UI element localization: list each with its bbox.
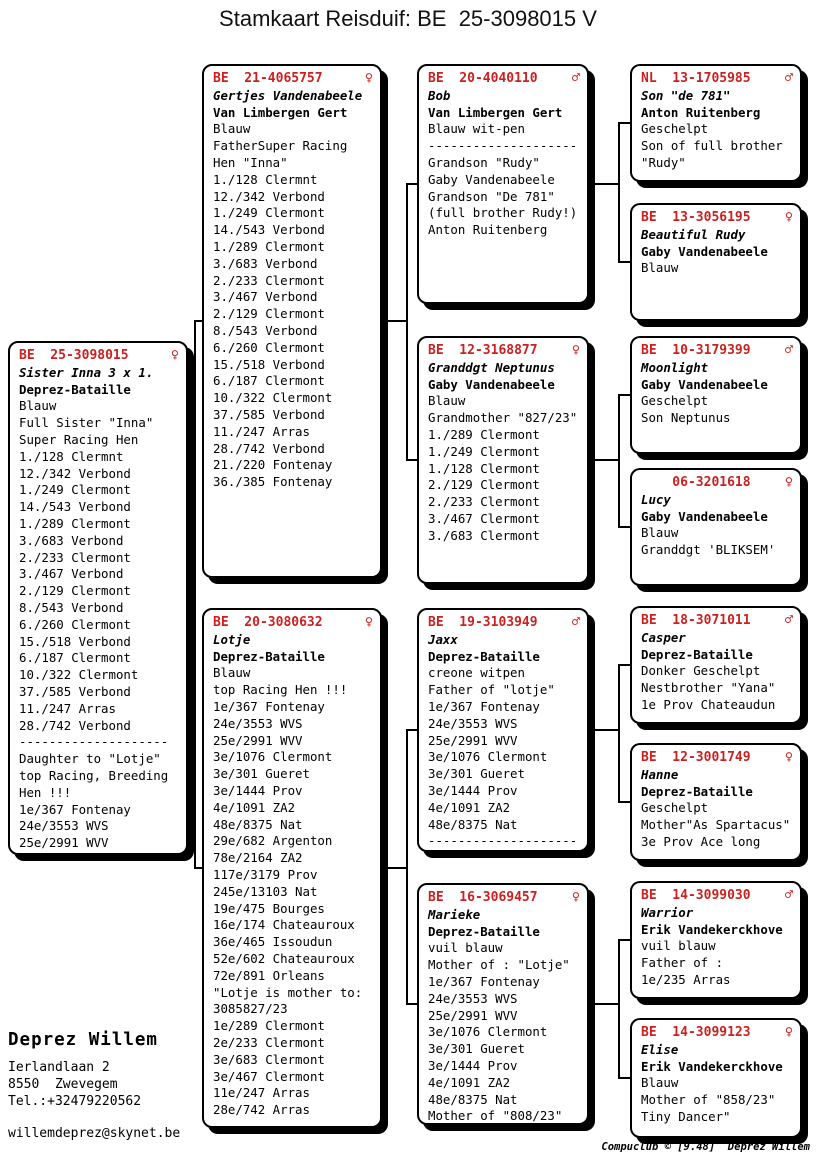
detail-line: Blauw (213, 665, 251, 681)
connector-line (196, 320, 202, 322)
detail-line: Grandmother "827/23" (428, 410, 578, 426)
connector-line (194, 320, 196, 869)
bird-details (641, 800, 794, 850)
detail-line: 1./289 Clermont (19, 515, 131, 531)
male-icon: ♂ (571, 614, 580, 630)
detail-line: 8./543 Verbond (213, 322, 318, 338)
detail-line: 10./322 Clermont (213, 390, 333, 406)
owner-name: Deprez Willem (8, 1030, 158, 1050)
detail-line: Blauw (641, 260, 679, 276)
detail-line: 3e/301 Gueret (428, 1041, 525, 1057)
detail-line: 28./742 Verbond (213, 440, 325, 456)
detail-line: 14./543 Verbond (213, 222, 325, 238)
detail-line: 8./543 Verbond (19, 599, 124, 615)
owner-address-line1: Ierlandlaan 2 (8, 1060, 110, 1075)
detail-line: Geschelpt (641, 800, 709, 816)
detail-line: 36./385 Fontenay (213, 474, 333, 490)
bird-name: Hanne (641, 766, 679, 782)
bird-name: Warrior (641, 904, 694, 920)
pedigree-box-grandparent-4 (417, 883, 589, 1125)
female-icon: ♀ (784, 749, 793, 765)
male-icon: ♂ (571, 70, 580, 86)
bird-details (428, 665, 581, 850)
connector-line (618, 122, 630, 124)
male-icon: ♂ (784, 342, 793, 358)
female-icon: ♀ (784, 1024, 793, 1040)
connector-line (618, 122, 620, 263)
connector-line (618, 261, 630, 263)
breeder-name: Erik Vandekerckhove (641, 1058, 783, 1074)
detail-line: top Racing, Breeding (19, 767, 169, 783)
detail-line: 1./289 Clermont (428, 426, 540, 442)
pedigree-box-grandparent-3 (417, 608, 589, 852)
detail-line: 1./128 Clermnt (19, 448, 124, 464)
detail-line: 4e/1091 ZA2 (428, 1074, 511, 1090)
connector-line (589, 729, 620, 731)
detail-line: 2./129 Clermont (213, 306, 325, 322)
detail-line: 10./322 Clermont (19, 667, 139, 683)
ring-number: BE 20-4040110 (428, 71, 538, 86)
detail-line: FatherSuper Racing (213, 138, 348, 154)
detail-line: Donker Geschelpt (641, 663, 761, 679)
detail-line: 19e/475 Bourges (213, 900, 325, 916)
pedigree-box-greatgrandparent-7 (630, 881, 802, 999)
connector-line (589, 1003, 620, 1005)
detail-line: 3085827/23 (213, 1001, 288, 1017)
bird-details (428, 393, 581, 544)
detail-line: 52e/602 Chateauroux (213, 950, 355, 966)
bird-name: Lotje (213, 631, 251, 647)
bird-details (641, 1075, 794, 1125)
ring-number: NL 13-1705985 (641, 71, 751, 86)
detail-line: 25e/2991 WVV (428, 732, 518, 748)
detail-line: -------------------- (428, 138, 578, 154)
bird-name: Son "de 781" (641, 87, 731, 103)
bird-name: Bob (428, 87, 451, 103)
detail-line: Super Racing Hen (19, 431, 139, 447)
detail-line: 1e/367 Fontenay (213, 698, 325, 714)
breeder-name: Deprez-Bataille (428, 648, 540, 664)
detail-line: 3./467 Verbond (213, 289, 318, 305)
detail-line: 1e/367 Fontenay (428, 698, 540, 714)
detail-line: 1e/235 Arras (641, 971, 731, 987)
pedigree-box-greatgrandparent-3 (630, 336, 802, 454)
detail-line: 3./683 Clermont (428, 527, 540, 543)
connector-line (618, 394, 630, 396)
bird-details (641, 260, 794, 277)
detail-line: Hen !!! (19, 784, 72, 800)
detail-line: Nestbrother "Yana" (641, 680, 776, 696)
pedigree-box-greatgrandparent-4 (630, 468, 802, 586)
connector-line (382, 320, 408, 322)
detail-line: 12./342 Verbond (213, 188, 325, 204)
detail-line: 3./683 Verbond (213, 255, 318, 271)
bird-name: Moonlight (641, 359, 709, 375)
detail-line: 2./129 Clermont (19, 583, 131, 599)
detail-line: 24e/3553 WVS (213, 715, 303, 731)
bird-details (213, 121, 374, 491)
bird-name: Granddgt Neptunus (428, 359, 555, 375)
bird-name: Jaxx (428, 631, 458, 647)
ring-number: BE 16-3069457 (428, 890, 538, 905)
detail-line: 48e/8375 Nat (428, 1091, 518, 1107)
pedigree-box-greatgrandparent-5 (630, 606, 802, 724)
male-icon: ♂ (784, 70, 793, 86)
connector-line (406, 1003, 417, 1005)
detail-line: Tiny Dancer" (641, 1108, 731, 1124)
detail-line: Gaby Vandenabeele (428, 171, 555, 187)
bird-details (428, 121, 581, 239)
detail-line: 3e/1444 Prov (428, 1057, 518, 1073)
detail-line: 3e Prov Ace long (641, 833, 761, 849)
footer-credit: Compuclub © [9.48] Deprez Willem (601, 1141, 810, 1153)
female-icon: ♀ (364, 614, 373, 630)
detail-line: 4e/1091 ZA2 (428, 799, 511, 815)
detail-line: 25e/2991 WVV (428, 1007, 518, 1023)
detail-line: 25e/2991 WVV (213, 732, 303, 748)
detail-line: 24e/3553 WVS (428, 715, 518, 731)
detail-line: 3e/1444 Prov (428, 782, 518, 798)
connector-line (618, 394, 620, 528)
detail-line: 78e/2164 ZA2 (213, 850, 303, 866)
detail-line: 1./249 Clermont (428, 443, 540, 459)
detail-line: 72e/891 Orleans (213, 967, 325, 983)
detail-line: 3e/1444 Prov (213, 782, 303, 798)
bird-details (641, 121, 794, 171)
ring-number: BE 18-3071011 (641, 613, 751, 628)
detail-line: Mother of : "Lotje" (428, 957, 570, 973)
page-title: Stamkaart Reisduif: BE 25-3098015 V (219, 6, 597, 31)
detail-line: 12./342 Verbond (19, 465, 131, 481)
detail-line: 3./467 Clermont (428, 510, 540, 526)
detail-line: 25e/2991 WVV (19, 835, 109, 851)
detail-line: (full brother Rudy!) (428, 205, 578, 221)
breeder-name: Van Limbergen Gert (213, 104, 348, 120)
male-icon: ♂ (784, 612, 793, 628)
ring-number: BE 14-3099030 (641, 888, 751, 903)
detail-line: Son of full brother (641, 138, 783, 154)
connector-line (618, 939, 620, 1079)
ring-number: BE 20-3080632 (213, 615, 323, 630)
detail-line: 3e/1076 Clermont (213, 749, 333, 765)
breeder-name: Anton Ruitenberg (641, 104, 761, 120)
connector-line (618, 801, 630, 803)
detail-line: 4e/1091 ZA2 (213, 799, 296, 815)
male-icon: ♂ (784, 887, 793, 903)
female-icon: ♀ (170, 347, 179, 363)
detail-line: vuil blauw (641, 938, 716, 954)
detail-line: 3e/467 Clermont (213, 1068, 325, 1084)
detail-line: Daughter to "Lotje" (19, 751, 161, 767)
detail-line: 24e/3553 WVS (428, 990, 518, 1006)
female-icon: ♀ (784, 209, 793, 225)
bird-name: Elise (641, 1041, 679, 1057)
connector-line (618, 526, 630, 528)
owner-email: willemdeprez@skynet.be (8, 1125, 181, 1141)
ring-number: 06-3201618 (641, 475, 751, 490)
detail-line: 21./220 Fontenay (213, 457, 333, 473)
detail-line: 1e/367 Fontenay (428, 973, 540, 989)
bird-details (428, 940, 581, 1125)
pedigree-box-subject (8, 341, 188, 855)
detail-line: 37./585 Verbond (213, 406, 325, 422)
connector-line (406, 729, 417, 731)
detail-line: Full Sister "Inna" (19, 415, 154, 431)
detail-line: top Racing Hen !!! (213, 682, 348, 698)
bird-details (641, 938, 794, 988)
detail-line: 24e/3553 WVS (19, 818, 109, 834)
detail-line: vuil blauw (428, 940, 503, 956)
detail-line: Blauw (213, 121, 251, 137)
pedigree-box-greatgrandparent-1 (630, 64, 802, 182)
bird-name: Gertjes Vandenabeele (213, 87, 363, 103)
detail-line: 2./233 Clermont (213, 272, 325, 288)
detail-line: Geschelpt (641, 393, 709, 409)
pedigree-box-parent-2 (202, 608, 382, 1128)
breeder-name: Deprez-Bataille (19, 381, 131, 397)
detail-line: 2./233 Clermont (19, 549, 131, 565)
detail-line: creone witpen (428, 665, 525, 681)
detail-line: 1./128 Clermont (428, 460, 540, 476)
ring-number: BE 12-3001749 (641, 750, 751, 765)
breeder-name: Gaby Vandenabeele (641, 376, 768, 392)
detail-line: 1./128 Clermnt (213, 171, 318, 187)
pedigree-box-greatgrandparent-2 (630, 203, 802, 321)
breeder-name: Gaby Vandenabeele (641, 243, 768, 259)
detail-line: 6./260 Clermont (19, 616, 131, 632)
detail-line: 6./187 Clermont (213, 373, 325, 389)
detail-line: Grandson "Rudy" (428, 154, 540, 170)
detail-line: 11e/247 Arras (213, 1085, 310, 1101)
connector-line (406, 183, 417, 185)
breeder-name: Deprez-Bataille (641, 783, 753, 799)
detail-line: 11./247 Arras (19, 700, 116, 716)
detail-line: Son Neptunus (641, 410, 731, 426)
detail-line: 48e/8375 Nat (428, 816, 518, 832)
connector-line (589, 183, 620, 185)
detail-line: 36e/465 Issoudun (213, 934, 333, 950)
detail-line: 28./742 Verbond (19, 717, 131, 733)
connector-line (406, 183, 408, 461)
detail-line: 3./683 Verbond (19, 532, 124, 548)
bird-details (641, 525, 794, 559)
breeder-name: Deprez-Bataille (428, 923, 540, 939)
owner-phone: Tel.:+32479220562 (8, 1094, 142, 1110)
detail-line: 3e/683 Clermont (213, 1051, 325, 1067)
detail-line: 1e Prov Chateaudun (641, 696, 776, 712)
detail-line: 2e/233 Clermont (213, 1034, 325, 1050)
detail-line: 11./247 Arras (213, 423, 310, 439)
pedigree-box-parent-1 (202, 64, 382, 578)
detail-line: Blauw (428, 393, 466, 409)
pedigree-box-greatgrandparent-6 (630, 743, 802, 861)
detail-line: 29e/682 Argenton (213, 833, 333, 849)
detail-line: 37./585 Verbond (19, 683, 131, 699)
detail-line: 15./518 Verbond (19, 633, 131, 649)
ring-number: BE 12-3168877 (428, 343, 538, 358)
breeder-name: Deprez-Bataille (641, 646, 753, 662)
detail-line: 1./249 Clermont (19, 482, 131, 498)
breeder-name: Gaby Vandenabeele (641, 508, 768, 524)
detail-line: Mother of "808/23" (428, 1108, 563, 1124)
ring-number: BE 14-3099123 (641, 1025, 751, 1040)
detail-line: 3e/1076 Clermont (428, 749, 548, 765)
detail-line: 3e/301 Gueret (213, 766, 310, 782)
detail-line: 2./233 Clermont (428, 494, 540, 510)
detail-line: 28e/742 Arras (213, 1102, 310, 1118)
female-icon: ♀ (784, 474, 793, 490)
pedigree-box-grandparent-1 (417, 64, 589, 304)
bird-details (213, 665, 374, 1119)
detail-line: Blauw (19, 398, 57, 414)
detail-line: 3e/301 Gueret (428, 766, 525, 782)
detail-line: 245e/13103 Nat (213, 883, 318, 899)
pedigree-box-grandparent-2 (417, 336, 589, 584)
detail-line: 48e/8375 Nat (213, 816, 303, 832)
ring-number: BE 10-3179399 (641, 343, 751, 358)
detail-line: Blauw wit-pen (428, 121, 525, 137)
breeder-name: Deprez-Bataille (213, 648, 325, 664)
detail-line: Mother"As Spartacus" (641, 817, 791, 833)
detail-line: Blauw (641, 1075, 679, 1091)
detail-line: 16e/174 Chateauroux (213, 917, 355, 933)
female-icon: ♀ (571, 342, 580, 358)
ring-number: BE 13-3056195 (641, 210, 751, 225)
connector-line (406, 459, 417, 461)
detail-line: 14./543 Verbond (19, 499, 131, 515)
detail-line: 1e/289 Clermont (213, 1018, 325, 1034)
detail-line: Grandson "De 781" (428, 188, 555, 204)
connector-line (196, 867, 202, 869)
detail-line: 1./249 Clermont (213, 205, 325, 221)
detail-line: "Lotje is mother to: (213, 984, 363, 1000)
ring-number: BE 19-3103949 (428, 615, 538, 630)
connector-line (589, 459, 620, 461)
breeder-name: Van Limbergen Gert (428, 104, 563, 120)
connector-line (618, 939, 630, 941)
bird-name: Marieke (428, 906, 481, 922)
detail-line: 1e/367 Fontenay (19, 801, 131, 817)
pedigree-box-greatgrandparent-8 (630, 1018, 802, 1138)
bird-details (19, 398, 180, 852)
detail-line: 117e/3179 Prov (213, 866, 318, 882)
detail-line: 2./129 Clermont (428, 477, 540, 493)
breeder-name: Gaby Vandenabeele (428, 376, 555, 392)
detail-line: 6./260 Clermont (213, 339, 325, 355)
bird-details (641, 393, 794, 427)
detail-line: 15./518 Verbond (213, 356, 325, 372)
ring-number: BE 21-4065757 (213, 71, 323, 86)
connector-line (382, 867, 408, 869)
detail-line: Anton Ruitenberg (428, 222, 548, 238)
detail-line: Hen "Inna" (213, 154, 288, 170)
female-icon: ♀ (571, 889, 580, 905)
detail-line: -------------------- (428, 833, 578, 849)
detail-line: Mother of "858/23" (641, 1092, 776, 1108)
detail-line: "Rudy" (641, 154, 686, 170)
detail-line: Blauw (641, 525, 679, 541)
detail-line: 3e/1076 Clermont (428, 1024, 548, 1040)
owner-contact-block (8, 1030, 180, 1141)
owner-address-line2: 8550 Zwevegem (8, 1077, 118, 1093)
detail-line: 1./289 Clermont (213, 238, 325, 254)
female-icon: ♀ (364, 70, 373, 86)
bird-details (641, 663, 794, 713)
connector-line (618, 664, 630, 666)
bird-name: Lucy (641, 491, 671, 507)
breeder-name: Erik Vandekerckhove (641, 921, 783, 937)
detail-line: Geschelpt (641, 121, 709, 137)
detail-line: 6./187 Clermont (19, 650, 131, 666)
bird-name: Casper (641, 629, 686, 645)
detail-line: 3./467 Verbond (19, 566, 124, 582)
detail-line: -------------------- (19, 734, 169, 750)
connector-line (406, 729, 408, 1005)
connector-line (618, 664, 620, 803)
detail-line: Father of : (641, 955, 724, 971)
detail-line: Granddgt 'BLIKSEM' (641, 542, 776, 558)
bird-name: Beautiful Rudy (641, 226, 746, 242)
connector-line (618, 1077, 630, 1079)
detail-line: Father of "lotje" (428, 682, 555, 698)
bird-name: Sister Inna 3 x 1. (19, 364, 154, 380)
ring-number: BE 25-3098015 (19, 348, 129, 363)
